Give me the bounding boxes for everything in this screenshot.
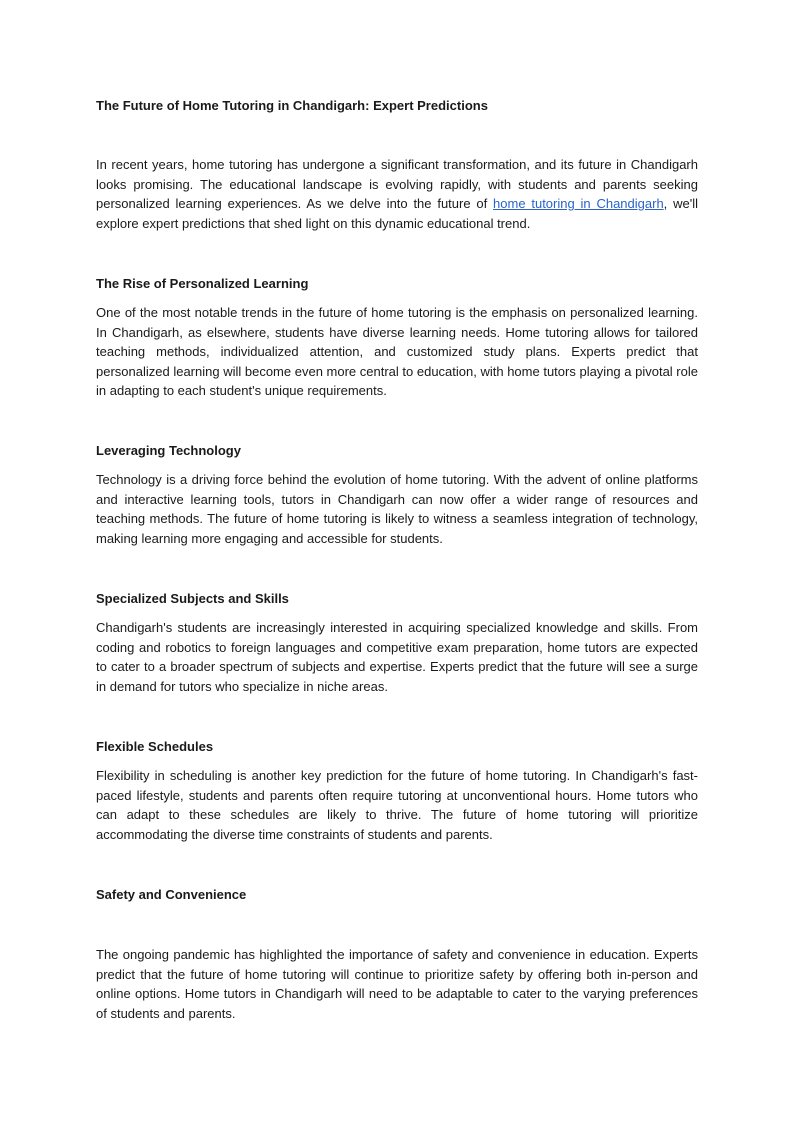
intro-text-after-link: , we'll explore expert predictions that shed light on this dynamic educational trend. xyxy=(96,196,698,231)
section-heading-specialized-subjects: Specialized Subjects and Skills xyxy=(96,591,289,606)
intro-text-before-link: In recent years, home tutoring has undergone a significant transformation, and its future in Chandigarh looks promising. The educational landscape is evolving rapidly, with students and parents seeking personalized learning experiences. As we delve into the future of xyxy=(96,157,698,212)
section-heading-personalized-learning: The Rise of Personalized Learning xyxy=(96,276,309,291)
section-body-leveraging-technology: Technology is a driving force behind the evolution of home tutoring. With the advent of online platforms and interactive learning tools, tutors in Chandigarh can now offer a wider range of resources and teaching methods. The future of home tutoring is likely to witness a seamless integration of technology, making learning more engaging and accessible for students. xyxy=(96,472,698,546)
section-body-safety-convenience: The ongoing pandemic has highlighted the importance of safety and convenience in education. Experts predict that the future of home tutoring will continue to prioritize safety by offering both in-person and online options. Home tutors in Chandigarh will need to be adaptable to cater to the varying preferences of students and parents. xyxy=(96,947,698,1021)
section-body-specialized-subjects: Chandigarh's students are increasingly interested in acquiring specialized knowledge and skills. From coding and robotics to foreign languages and competitive exam preparation, home tutors are expected to cater to a broader spectrum of subjects and expertise. Experts predict that the future will see a surge in demand for tutors who specialize in niche areas. xyxy=(96,620,698,694)
section-body-personalized-learning: One of the most notable trends in the future of home tutoring is the emphasis on personalized learning. In Chandigarh, as elsewhere, students have diverse learning needs. Home tutoring allows for tailored teaching methods, individualized attention, and customized study plans. Experts predict that personalized learning will become even more central to education, with home tutors playing a pivotal role in adapting to each student's unique requirements. xyxy=(96,305,698,399)
section-heading-leveraging-technology: Leveraging Technology xyxy=(96,443,241,458)
section-heading-flexible-schedules: Flexible Schedules xyxy=(96,739,214,754)
home-tutoring-link[interactable]: home tutoring in Chandigarh xyxy=(493,196,664,212)
document-title: The Future of Home Tutoring in Chandigarh: Expert Predictions xyxy=(96,98,488,113)
intro-paragraph xyxy=(96,155,698,233)
section-body-flexible-schedules: Flexibility in scheduling is another key prediction for the future of home tutoring. In Chandigarh's fast-paced lifestyle, students and parents often require tutoring at unconventional hours. Home tutors who can adapt to these schedules are likely to thrive. The future of home tutoring will prioritize accommodating the diverse time constraints of students and parents. xyxy=(96,768,698,842)
section-heading-safety-convenience: Safety and Convenience xyxy=(96,887,247,902)
